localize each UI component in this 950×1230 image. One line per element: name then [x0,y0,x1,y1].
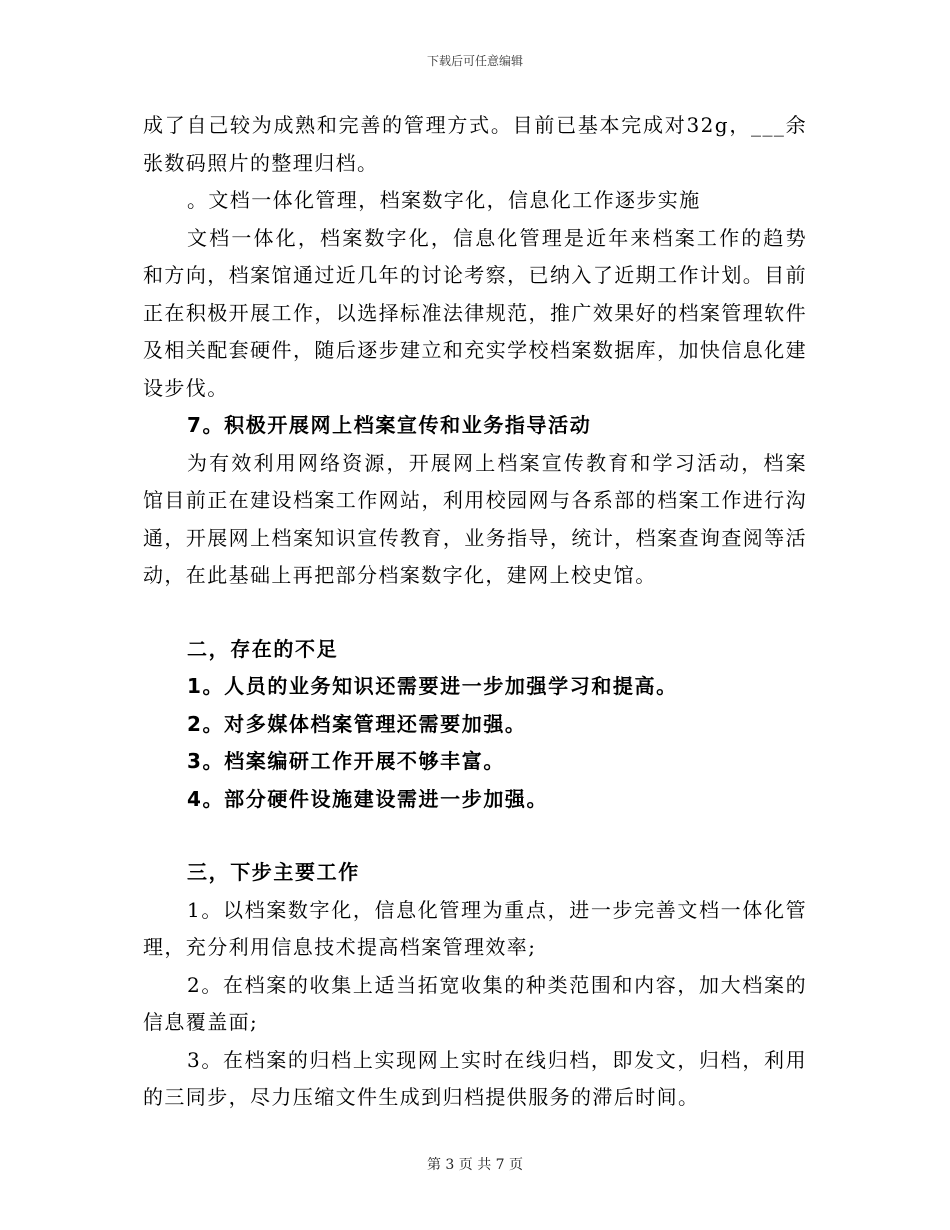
page-number: 第 3 页 共 7 页 [426,1157,524,1173]
document-body [143,107,807,1117]
shortcoming-item: 2。对多媒体档案管理还需要加强。 [187,711,527,736]
section-heading-next-steps: 三，下步主要工作 [187,860,360,884]
subheading-online-promotion: 7。积极开展网上档案宣传和业务指导活动 [187,413,592,437]
paragraph-online-promotion: 为有效利用网络资源，开展网上档案宣传教育和学习活动，档案馆目前正在建设档案工作网站，利用校园网与各系部的档案工作进行沟通，开展网上档案知识宣传教育，业务指导，统计，档案查询查阅等活动，在此基础上再把部分档案数字化，建网上校史馆。 [143,450,807,587]
next-step-item: 3。在档案的归档上实现网上实时在线归档，即发文，归档，利用的三同步，尽力压缩文件生成到归档提供服务的滞后时间。 [143,1047,807,1109]
paragraph-continuation: 成了自己较为成熟和完善的管理方式。目前已基本完成对32g，___余张数码照片的整理归档。 [143,113,807,175]
subheading-document-integration: 。文档一体化管理，档案数字化，信息化工作逐步实施 [187,188,701,212]
paragraph-digitization: 文档一体化，档案数字化，信息化管理是近年来档案工作的趋势和方向，档案馆通过近几年的讨论考察，已纳入了近期工作计划。目前正在积极开展工作，以选择标准法律规范，推广效果好的档案管理软件及相关配套硬件，随后逐步建立和充实学校档案数据库，加快信息化建设步伐。 [143,225,807,400]
shortcoming-item: 3。档案编研工作开展不够丰富。 [187,749,505,773]
page-header-note: 下载后可任意编辑 [426,54,523,68]
next-step-item: 2。在档案的收集上适当拓宽收集的种类范围和内容，加大档案的信息覆盖面; [143,972,807,1034]
next-step-item: 1。以档案数字化，信息化管理为重点，进一步完善文档一体化管理，充分利用信息技术提高档案管理效率; [143,897,807,959]
shortcoming-item: 4。部分硬件设施建设需进一步加强。 [187,786,549,811]
spacer [143,595,807,631]
spacer [143,818,807,854]
section-heading-shortcomings: 二，存在的不足 [187,636,339,661]
shortcoming-item: 1。人员的业务知识还需要进一步加强学习和提高。 [187,674,678,698]
